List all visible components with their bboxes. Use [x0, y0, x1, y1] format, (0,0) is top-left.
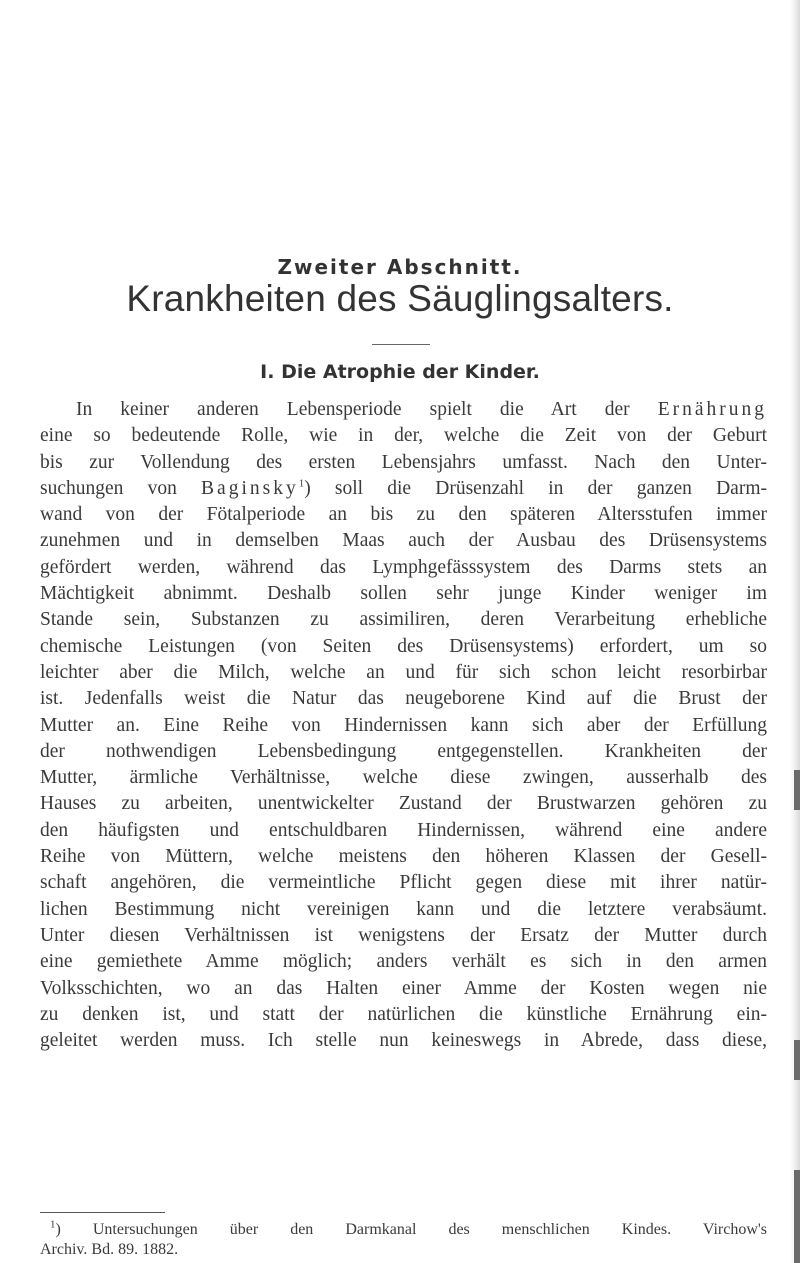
text-line: eine gemiethete Amme möglich; anders verhält es sich in den armen	[40, 951, 767, 973]
text-line: wand von der Fötalperiode an bis zu den späteren Altersstufen immer	[40, 504, 767, 526]
text-line	[40, 476, 767, 502]
text-line: Stande sein, Substanzen zu assimiliren, deren Verarbeitung erhebliche	[40, 609, 767, 631]
text-line: schaft angehören, die vermeintliche Pflicht gegen diese mit ihrer natür-	[40, 872, 767, 894]
text-line: lichen Bestimmung nicht vereinigen kann und die letztere verabsäumt.	[40, 898, 767, 920]
page-edge-mark	[794, 1040, 800, 1080]
text-line: eine so bedeutende Rolle, wie in der, welche die Zeit von der Geburt	[40, 425, 767, 447]
section-label: Zweiter Abschnitt.	[277, 255, 523, 279]
footnote-line	[40, 1220, 767, 1240]
text-line: Mutter an. Eine Reihe von Hindernissen kann sich aber der Erfüllung	[40, 714, 767, 736]
text-line: Mutter, ärmliche Verhältnisse, welche diese zwingen, ausserhalb des	[40, 767, 767, 789]
page-edge-mark	[794, 1170, 800, 1263]
text-line: den häufigsten und entschuldbaren Hindernissen, während eine andere	[40, 819, 767, 841]
author-name: Baginsky	[201, 477, 299, 499]
subsection-title: I. Die Atrophie der Kinder.	[260, 361, 540, 383]
text-line: leichter aber die Milch, welche an und für sich schon leicht resorbirbar	[40, 661, 767, 683]
text-line: gefördert werden, während das Lymphgefässsystem des Darms stets an	[40, 556, 767, 578]
text-line: Hauses zu arbeiten, unentwickelter Zustand der Brustwarzen gehören zu	[40, 793, 767, 815]
text-line: Reihe von Müttern, welche meistens den höheren Klassen der Gesell-	[40, 846, 767, 868]
text-segment: suchungen von	[40, 477, 202, 499]
body-text	[40, 397, 767, 1054]
text-line: zunehmen und in demselben Maas auch der Ausbau des Drüsensystems	[40, 530, 767, 552]
chapter-title: Krankheiten des Säuglingsalters.	[126, 278, 674, 319]
text-segment: In keiner anderen Lebensperiode spielt die Art der	[76, 399, 658, 420]
footnote-ref: 1	[298, 477, 305, 490]
text-line: Volksschichten, wo an das Halten einer Amme der Kosten wegen nie	[40, 977, 767, 999]
footnote	[40, 1220, 767, 1259]
footnote-divider	[40, 1212, 165, 1213]
text-line: chemische Leistungen (von Seiten des Drüsensystems) erfordert, um so	[40, 635, 767, 657]
text-line: der nothwendigen Lebensbedingung entgegenstellen. Krankheiten der	[40, 740, 767, 762]
title-divider	[372, 344, 430, 345]
text-segment: ) soll die Drüsenzahl in der ganzen Darm-	[304, 477, 767, 499]
text-line: Unter diesen Verhältnissen ist wenigstens der Ersatz der Mutter durch	[40, 924, 767, 946]
text-line: geleitet werden muss. Ich stelle nun keineswegs in Abrede, dass diese,	[40, 1030, 767, 1052]
text-line: Mächtigkeit abnimmt. Deshalb sollen sehr junge Kinder weniger im	[40, 583, 767, 605]
footnote-text: ) Untersuchungen über den Darmkanal des menschlichen Kindes. Virchow's	[55, 1221, 767, 1238]
page-edge-mark	[794, 770, 800, 810]
text-line	[40, 397, 767, 423]
text-line: bis zur Vollendung des ersten Lebensjahrs umfasst. Nach den Unter-	[40, 451, 767, 473]
emphasized-term: Ernährung	[657, 399, 767, 420]
text-line: zu denken ist, und statt der natürlichen die künstliche Ernährung ein-	[40, 1003, 767, 1025]
footnote-line: Archiv. Bd. 89. 1882.	[40, 1240, 179, 1258]
footnote-marker: 1	[50, 1218, 56, 1231]
text-line: ist. Jedenfalls weist die Natur das neugeborene Kind auf die Brust der	[40, 688, 767, 710]
